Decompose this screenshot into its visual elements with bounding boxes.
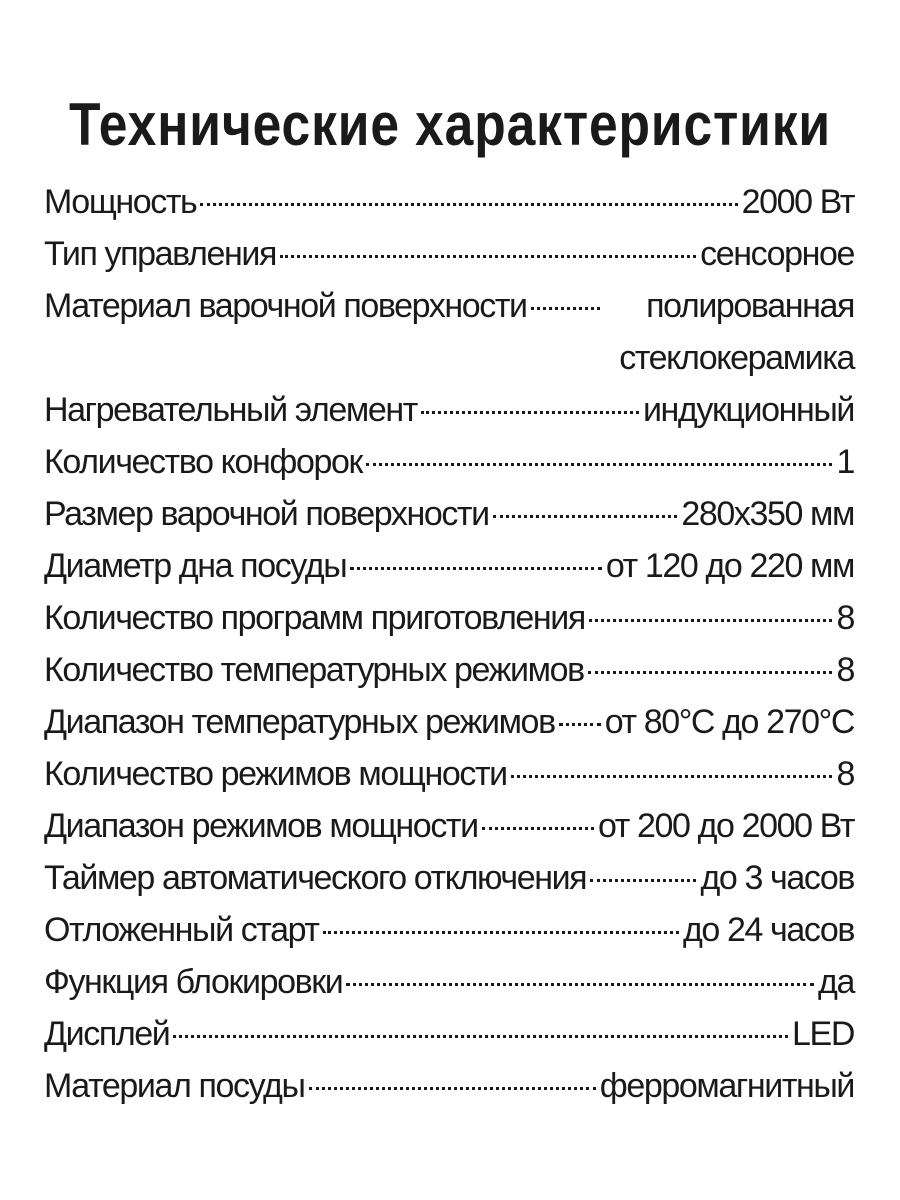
spec-label: Диапазон температурных режимов <box>44 703 555 741</box>
dotted-leader <box>589 619 833 622</box>
spec-value: LED <box>792 1015 854 1053</box>
spec-value: 2000 Вт <box>741 183 854 221</box>
spec-label: Таймер автоматического отключения <box>44 859 587 897</box>
dotted-leader <box>280 255 696 258</box>
dotted-leader <box>350 567 602 570</box>
page-title: Технические характеристики <box>68 91 832 159</box>
spec-label: Количество температурных режимов <box>44 651 584 689</box>
dotted-leader <box>346 983 814 986</box>
spec-row-power-range <box>44 800 854 852</box>
spec-row-surface-size <box>44 488 854 540</box>
dotted-leader <box>590 879 696 882</box>
spec-value: до 3 часов <box>700 859 854 897</box>
spec-label: Количество режимов мощности <box>44 755 507 793</box>
spec-label: Функция блокировки <box>44 963 343 1001</box>
spec-row-heating-element <box>44 384 854 436</box>
spec-label: Материал варочной поверхности <box>44 287 527 325</box>
spec-value: 1 <box>836 443 854 481</box>
dotted-leader <box>173 1035 788 1038</box>
spec-value: да <box>818 963 854 1001</box>
dotted-leader <box>531 307 600 310</box>
dotted-leader <box>559 723 601 726</box>
spec-value: индукционный <box>642 391 854 429</box>
spec-row-delayed-start <box>44 904 854 956</box>
spec-label: Диапазон режимов мощности <box>44 807 478 845</box>
spec-label: Размер варочной поверхности <box>44 495 489 533</box>
spec-value: 8 <box>836 755 854 793</box>
spec-row-program-count <box>44 592 854 644</box>
spec-row-cookware-material <box>44 1060 854 1112</box>
spec-row-control-type <box>44 228 854 280</box>
spec-value: до 24 часов <box>682 911 854 949</box>
dotted-leader <box>588 671 833 674</box>
spec-label: Количество конфорок <box>44 443 362 481</box>
spec-label: Дисплей <box>44 1015 170 1053</box>
spec-value: ферромагнитный <box>599 1067 854 1105</box>
spec-row-power <box>44 176 854 228</box>
spec-row-auto-off-timer <box>44 852 854 904</box>
spec-label: Диаметр дна посуды <box>44 547 347 585</box>
dotted-leader <box>493 515 678 518</box>
dotted-leader <box>421 411 639 414</box>
dotted-leader <box>200 203 737 206</box>
spec-value: полированная стеклокерамика <box>619 287 854 377</box>
dotted-leader <box>323 931 679 934</box>
spec-label: Тип управления <box>44 235 276 273</box>
spec-row-lock-function <box>44 956 854 1008</box>
spec-row-cookware-diameter <box>44 540 854 592</box>
spec-label: Мощность <box>44 183 197 221</box>
dotted-leader <box>309 1087 596 1090</box>
spec-value: от 200 до 2000 Вт <box>598 807 854 845</box>
dotted-leader <box>482 827 594 830</box>
spec-value: 280х350 мм <box>681 495 854 533</box>
spec-value: от 120 до 220 мм <box>605 547 854 585</box>
dotted-leader <box>511 775 833 778</box>
spec-label: Материал посуды <box>44 1067 305 1105</box>
spec-label: Нагревательный элемент <box>44 391 417 429</box>
spec-row-burner-count <box>44 436 854 488</box>
spec-row-surface-material <box>44 280 854 384</box>
spec-value: сенсорное <box>700 235 854 273</box>
spec-label: Отложенный старт <box>44 911 319 949</box>
spec-value: от 80°С до 270°С <box>604 703 854 741</box>
spec-row-display <box>44 1008 854 1060</box>
spec-label: Количество программ приготовления <box>44 599 585 637</box>
spec-row-power-mode-count <box>44 748 854 800</box>
spec-row-temperature-range <box>44 696 854 748</box>
spec-value: 8 <box>836 651 854 689</box>
spec-value: 8 <box>836 599 854 637</box>
spec-row-temperature-mode-count <box>44 644 854 696</box>
spec-list <box>44 176 854 1112</box>
dotted-leader <box>366 463 833 466</box>
